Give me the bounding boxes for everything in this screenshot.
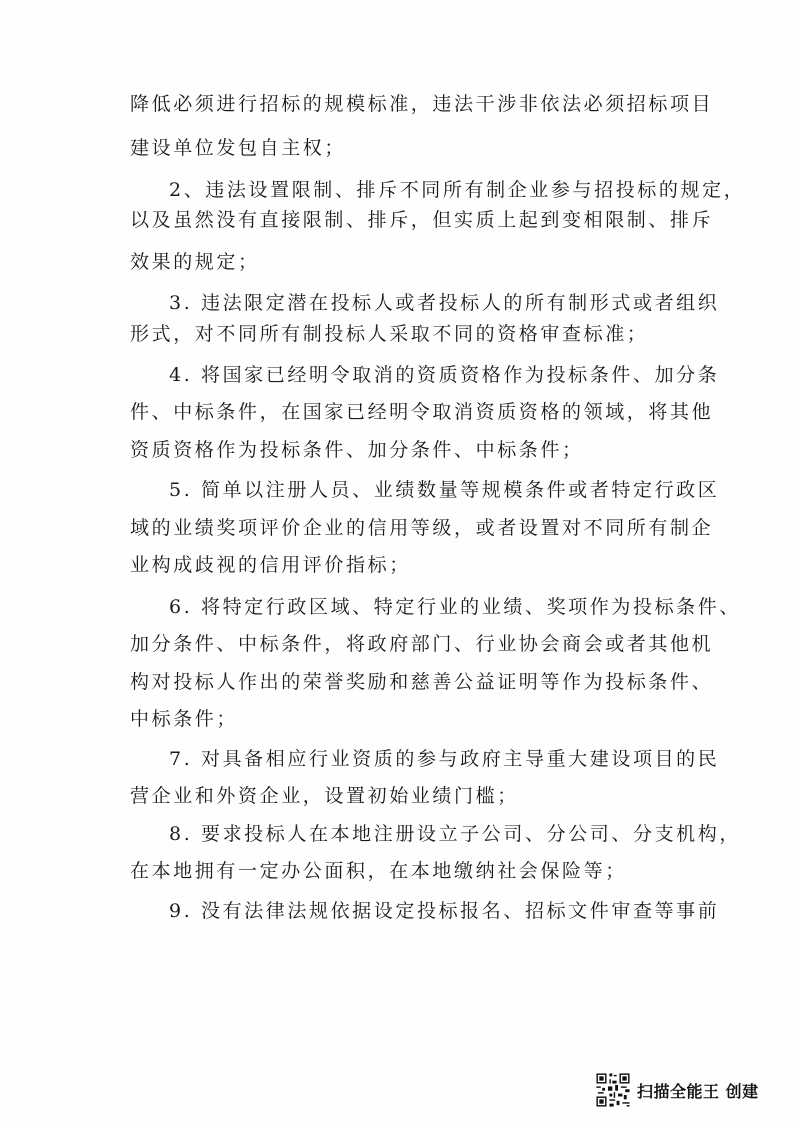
- qr-code-icon: [595, 1072, 631, 1108]
- text-line: 9. 没有法律法规依据设定投标报名、招标文件审查等事前: [169, 900, 720, 922]
- text-line: 件、中标条件，在国家已经明令取消资质资格的领域，将其他: [130, 401, 714, 423]
- text-line: 中标条件；: [130, 708, 239, 730]
- text-line: 4. 将国家已经明令取消的资质资格作为投标条件、加分条: [169, 364, 720, 386]
- text-line: 以及虽然没有直接限制、排斥，但实质上起到变相限制、排斥: [130, 209, 714, 231]
- scanner-watermark: [595, 1070, 759, 1110]
- text-line: 资质资格作为投标条件、加分条件、中标条件；: [130, 439, 584, 461]
- text-line: 构对投标人作出的荣誉奖励和慈善公益证明等作为投标条件、: [130, 671, 714, 693]
- text-line: 加分条件、中标条件，将政府部门、行业协会商会或者其他机: [130, 633, 714, 655]
- text-line: 5. 简单以注册人员、业绩数量等规模条件或者特定行政区: [169, 479, 720, 501]
- text-line: 效果的规定；: [130, 251, 260, 273]
- text-line: 8. 要求投标人在本地注册设立子公司、分公司、分支机构，: [169, 823, 741, 845]
- text-line: 建设单位发包自主权；: [130, 137, 347, 159]
- text-line: 3. 违法限定潜在投标人或者投标人的所有制形式或者组织: [169, 292, 720, 314]
- text-line: 降低必须进行招标的规模标准，违法干涉非依法必须招标项目: [130, 93, 714, 115]
- text-line: 形式，对不同所有制投标人采取不同的资格审查标准；: [130, 323, 649, 345]
- text-line: 6. 将特定行政区域、特定行业的业绩、奖项作为投标条件、: [169, 596, 741, 618]
- text-line: 营企业和外资企业，设置初始业绩门槛；: [130, 785, 519, 807]
- text-line: 在本地拥有一定办公面积，在本地缴纳社会保险等；: [130, 860, 627, 882]
- text-line: 业构成歧视的信用评价指标；: [130, 554, 411, 576]
- text-line: 7. 对具备相应行业资质的参与政府主导重大建设项目的民: [169, 748, 720, 770]
- text-line: 域的业绩奖项评价企业的信用等级，或者设置对不同所有制企: [130, 517, 714, 539]
- scanner-brand-label: 扫描全能王 创建: [637, 1081, 759, 1101]
- text-line: 2、违法设置限制、排斥不同所有制企业参与招投标的规定，: [169, 179, 746, 201]
